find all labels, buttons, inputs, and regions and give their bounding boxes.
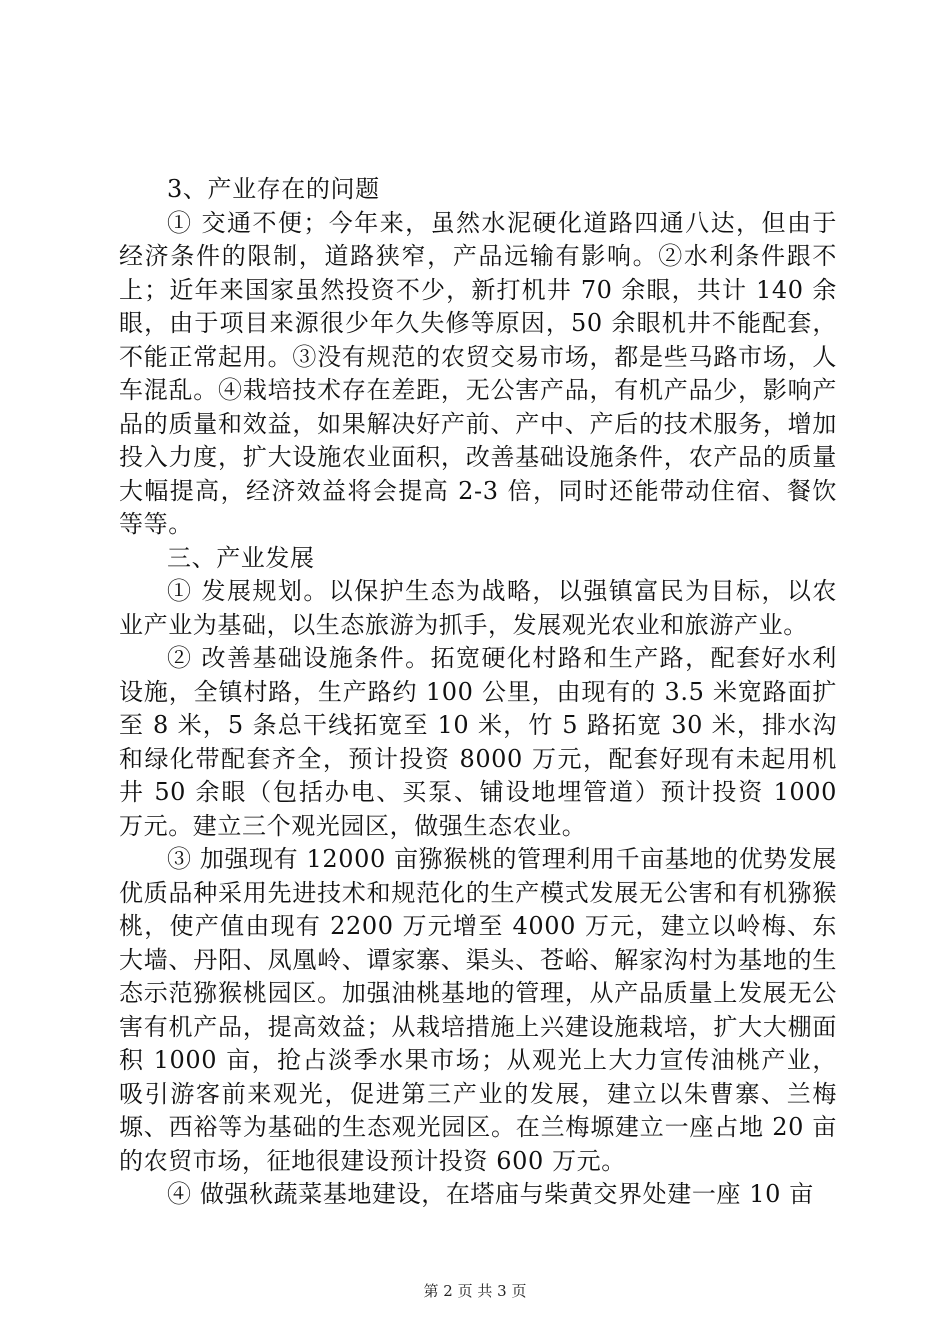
paragraph-problems: ① 交通不便；今年来，虽然水泥硬化道路四通八达，但由于经济条件的限制，道路狭窄，产品远输有影响。②水利条件跟不上；近年来国家虽然投资不少，新打机井 70 余眼，共计 140 余眼，由于项目来源很少年久失修等原因，50 余眼机井不能配套，不能正常起用。③没有规范的农贸交易市场，都是些马路市场，人车混乱。④栽培技术存在差距，无公害产品，有机产品少，影响产品的质量和效益，如果解决好产前、产中、产后的技术服务，增加投入力度，扩大设施农业面积，改善基础设施条件，农产品的质量大幅提高，经济效益将会提高 2-3 倍，同时还能带动住宿、餐饮等等。 xyxy=(119,208,837,538)
section-heading-development: 三、产业发展 xyxy=(167,543,315,572)
page-footer: 第 2 页 共 3 页 xyxy=(423,1282,527,1300)
paragraph-plan: ① 发展规划。以保护生态为战略，以强镇富民为目标，以农业产业为基础，以生态旅游为抓手，发展观光农业和旅游产业。 xyxy=(119,577,837,639)
section-heading-problems: 3、产业存在的问题 xyxy=(167,175,380,203)
paragraph-vegetables: ④ 做强秋蔬菜基地建设，在塔庙与柴黄交界处建一座 10 亩 xyxy=(167,1180,814,1208)
paragraph-infrastructure: ② 改善基础设施条件。拓宽硬化村路和生产路，配套好水利设施，全镇村路，生产路约 100 公里，由现有的 3.5 米宽路面扩至 8 米，5 条总干线拓宽至 10 米，竹 5 路拓宽 30 米，排水沟和绿化带配套齐全，预计投资 8000 万元，配套好现有未起用机井 50 余眼（包括办电、买泵、铺设地埋管道）预计投资 1000 万元。建立三个观光园区，做强生态农业。 xyxy=(119,644,837,840)
document-body xyxy=(119,173,837,1212)
paragraph-kiwi-peach: ③ 加强现有 12000 亩猕猴桃的管理利用千亩基地的优势发展优质品种采用先进技术和规范化的生产模式发展无公害和有机猕猴桃，使产值由现有 2200 万元增至 4000 万元，建立以岭梅、东大墙、丹阳、凤凰岭、谭家寨、渠头、苍峪、解家沟村为基地的生态示范猕猴桃园区。加强油桃基地的管理，从产品质量上发展无公害有机产品，提高效益；从栽培措施上兴建设施栽培，扩大大棚面积 1000 亩，抢占淡季水果市场；从观光上大力宣传油桃产业，吸引游客前来观光，促进第三产业的发展，建立以朱曹寨、兰梅塬、西裕等为基础的生态观光园区。在兰梅塬建立一座占地 20 亩的农贸市场，征地很建设预计投资 600 万元。 xyxy=(119,845,837,1175)
